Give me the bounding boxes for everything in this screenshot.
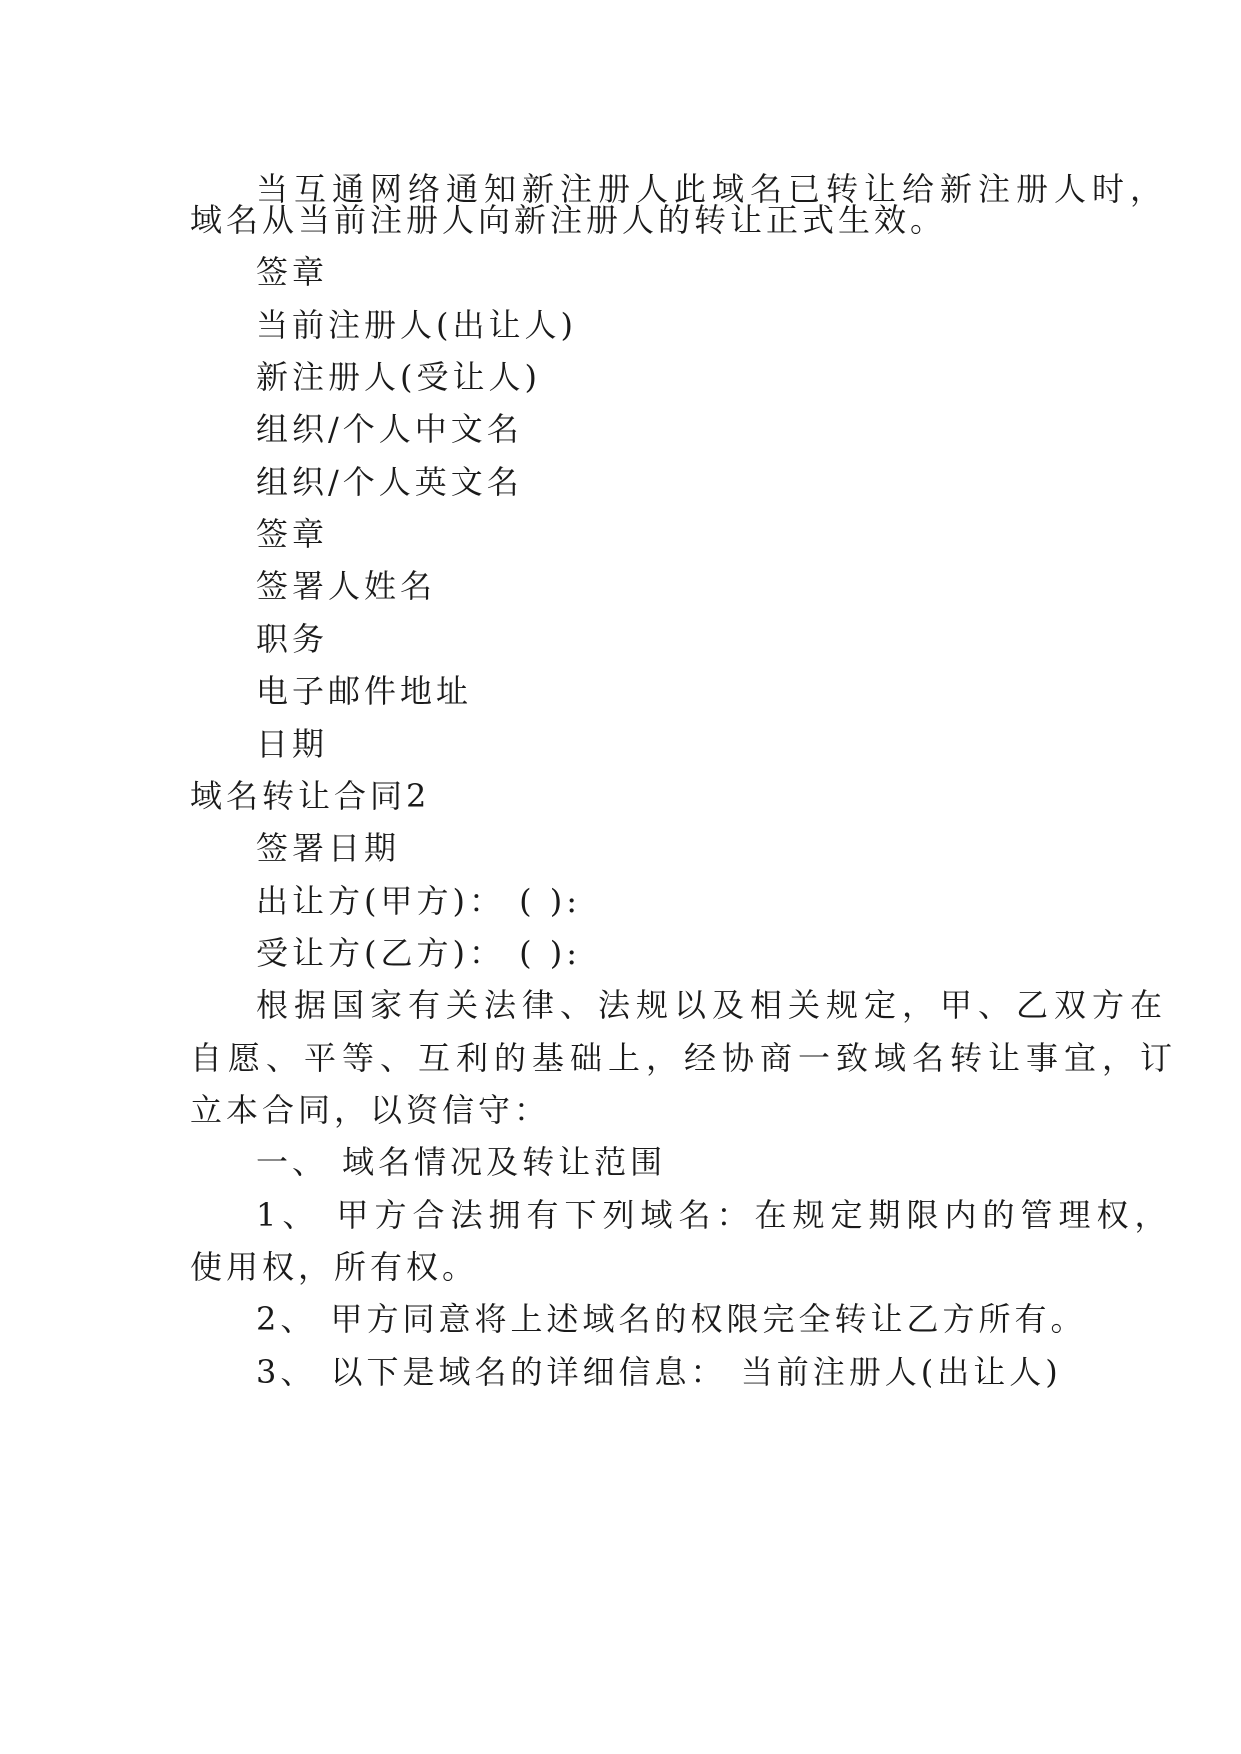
clause-line: 3、 以下是域名的详细信息： 当前注册人(出让人)	[256, 1353, 1062, 1391]
clause-heading: 一、 域名情况及转让范围	[256, 1143, 667, 1181]
field-label: 职务	[256, 620, 329, 658]
field-label: 组织/个人中文名	[256, 410, 523, 448]
paragraph-line: 域名从当前注册人向新注册人的转让正式生效。	[190, 201, 947, 239]
clause-line: 2、 甲方同意将上述域名的权限完全转让乙方所有。	[256, 1300, 1087, 1338]
paragraph-line: 当互通网络通知新注册人此域名已转让给新注册人时，	[256, 170, 1169, 208]
paragraph-line: 根据国家有关法律、法规以及相关规定，甲、乙双方在	[256, 986, 1169, 1024]
field-label: 新注册人(受让人)	[256, 358, 541, 396]
clause-line: 使用权，所有权。	[190, 1248, 479, 1286]
party-line: 受让方(乙方)： ( ):	[256, 934, 582, 972]
field-label: 组织/个人英文名	[256, 463, 523, 501]
paragraph-line: 自愿、平等、互利的基础上，经协商一致域名转让事宜，订	[190, 1039, 1179, 1077]
clause-line: 1、 甲方合法拥有下列域名：在规定期限内的管理权，	[256, 1196, 1173, 1234]
field-label: 签署日期	[256, 829, 401, 867]
paragraph-line: 立本合同，以资信守：	[190, 1091, 551, 1129]
field-label: 日期	[256, 725, 329, 763]
party-line: 出让方(甲方)： ( ):	[256, 882, 582, 920]
field-label: 签署人姓名	[256, 567, 437, 605]
field-label: 电子邮件地址	[256, 672, 473, 710]
section-title: 域名转让合同2	[190, 777, 431, 815]
field-label: 当前注册人(出让人)	[256, 306, 577, 344]
signature-label: 签章	[256, 253, 329, 291]
signature-label: 签章	[256, 515, 329, 553]
